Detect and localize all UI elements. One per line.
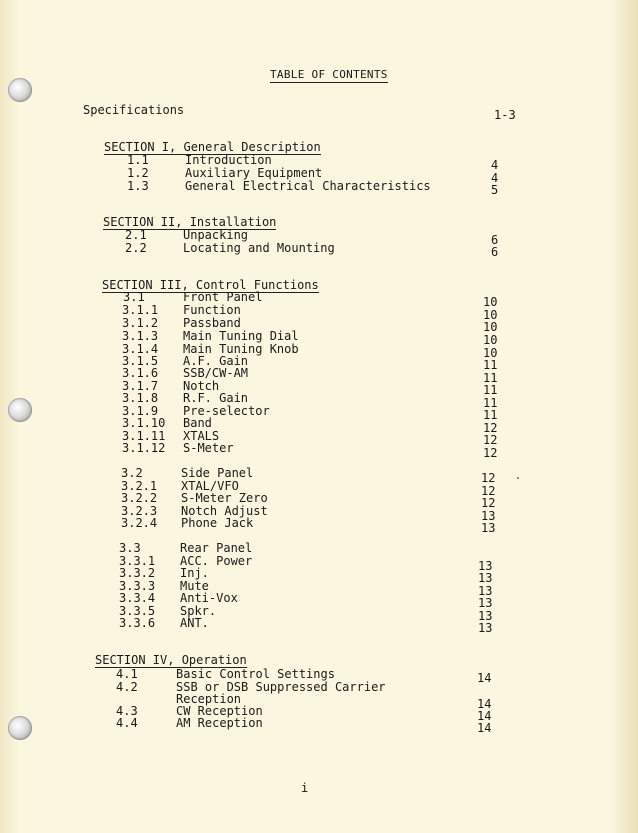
entry-number: 4.3 — [116, 704, 138, 718]
entry-page: 12 — [483, 433, 498, 447]
entry-label: Band — [183, 416, 212, 430]
entry-label: SSB or DSB Suppressed Carrier — [176, 680, 386, 694]
section-heading: SECTION III, Control Functions — [102, 278, 319, 292]
entry-number: 3.1.9 — [122, 404, 159, 418]
entry-number: 3.3.4 — [119, 591, 156, 605]
entry-page: 13 — [478, 571, 493, 585]
entry-number: 1.3 — [127, 179, 149, 193]
entry-label: Side Panel — [181, 466, 254, 480]
entry-number: 3.3.2 — [119, 566, 156, 580]
entry-number: 3.2.2 — [121, 491, 158, 505]
entry-label: ANT. — [180, 616, 209, 630]
entry-number: 3.1.12 — [122, 441, 166, 455]
entry-number: 2.2 — [125, 241, 147, 255]
speck — [517, 477, 519, 479]
entry-label: Unpacking — [183, 228, 249, 242]
entry-label: Rear Panel — [180, 541, 253, 555]
specifications-page: 1-3 — [494, 108, 516, 122]
entry-page: 12 — [483, 446, 498, 460]
entry-page: 12 — [481, 471, 496, 485]
entry-page: 11 — [483, 408, 498, 422]
entry-page: 10 — [483, 295, 498, 309]
entry-label: Locating and Mounting — [183, 241, 335, 255]
entry-label: Main Tuning Dial — [183, 329, 299, 343]
binder-hole — [8, 716, 32, 740]
entry-number: 3.1.8 — [122, 391, 159, 405]
entry-page: 14 — [477, 697, 492, 711]
entry-number: 3.1.5 — [122, 354, 159, 368]
entry-page: 14 — [477, 709, 492, 723]
entry-page: 12 — [483, 421, 498, 435]
entry-page: 11 — [483, 383, 498, 397]
entry-label: ACC. Power — [180, 554, 253, 568]
entry-number: 3.1.6 — [122, 366, 159, 380]
entry-page: 13 — [478, 609, 493, 623]
entry-number: 3.2 — [121, 466, 143, 480]
entry-page: 4 — [491, 158, 499, 172]
entry-number: 3.3.1 — [119, 554, 156, 568]
page-title: TABLE OF CONTENTS — [270, 68, 388, 81]
entry-label: Main Tuning Knob — [183, 342, 299, 356]
entry-label: S-Meter Zero — [181, 491, 268, 505]
entry-label: Pre-selector — [183, 404, 270, 418]
entry-number: 4.4 — [116, 716, 138, 730]
entry-page: 10 — [483, 308, 498, 322]
entry-page: 10 — [483, 320, 498, 334]
entry-number: 3.1.7 — [122, 379, 159, 393]
entry-page: 10 — [483, 346, 498, 360]
entry-label: Function — [183, 303, 241, 317]
entry-number: 3.1.1 — [122, 303, 159, 317]
entry-label: Anti-Vox — [180, 591, 238, 605]
page-number: i — [301, 781, 309, 795]
entry-label: Auxiliary Equipment — [185, 166, 323, 180]
entry-page: 14 — [477, 671, 492, 685]
binder-hole — [8, 78, 32, 102]
entry-number: 3.3.5 — [119, 604, 156, 618]
entry-page: 11 — [483, 371, 498, 385]
entry-page: 10 — [483, 333, 498, 347]
specifications-label: Specifications — [83, 103, 185, 117]
entry-page: 13 — [478, 584, 493, 598]
entry-label: A.F. Gain — [183, 354, 249, 368]
entry-page: 13 — [478, 559, 493, 573]
entry-number: 4.2 — [116, 680, 138, 694]
entry-number: 3.2.1 — [121, 479, 158, 493]
entry-label: Front Panel — [183, 290, 263, 304]
entry-page: 12 — [481, 496, 496, 510]
entry-label: AM Reception — [176, 716, 263, 730]
entry-number: 3.2.3 — [121, 504, 158, 518]
entry-number: 2.1 — [125, 228, 147, 242]
entry-label: XTAL/VFO — [181, 479, 239, 493]
entry-number: 1.1 — [127, 153, 149, 167]
entry-number: 4.1 — [116, 667, 138, 681]
entry-page: 5 — [491, 183, 499, 197]
entry-label: Passband — [183, 316, 241, 330]
entry-label: Phone Jack — [181, 516, 254, 530]
entry-number: 1.2 — [127, 166, 149, 180]
entry-label: S-Meter — [183, 441, 234, 455]
entry-page: 13 — [478, 596, 493, 610]
entry-number: 3.3.6 — [119, 616, 156, 630]
entry-number: 3.2.4 — [121, 516, 158, 530]
entry-number: 3.1 — [123, 290, 145, 304]
entry-label: Spkr. — [180, 604, 217, 618]
entry-number: 3.1.10 — [122, 416, 166, 430]
entry-label: Mute — [180, 579, 209, 593]
entry-page: 4 — [491, 171, 499, 185]
entry-page: 11 — [483, 396, 498, 410]
entry-number: 3.3 — [119, 541, 141, 555]
section-heading: SECTION II, Installation — [103, 215, 277, 229]
entry-label: SSB/CW-AM — [183, 366, 249, 380]
entry-label: Inj. — [180, 566, 209, 580]
entry-number: 3.1.3 — [122, 329, 159, 343]
entry-page: 14 — [477, 721, 492, 735]
entry-page: 6 — [491, 233, 499, 247]
binder-hole — [8, 398, 32, 422]
entry-label: R.F. Gain — [183, 391, 249, 405]
entry-page: 13 — [481, 521, 496, 535]
entry-label: XTALS — [183, 429, 220, 443]
entry-label: Reception — [176, 692, 242, 706]
entry-number: 3.1.11 — [122, 429, 166, 443]
entry-label: Introduction — [185, 153, 272, 167]
entry-label: Notch Adjust — [181, 504, 268, 518]
entry-page: 13 — [478, 621, 493, 635]
entry-number: 3.1.4 — [122, 342, 159, 356]
entry-page: 6 — [491, 245, 499, 259]
entry-label: Notch — [183, 379, 220, 393]
entry-label: Basic Control Settings — [176, 667, 335, 681]
section-heading: SECTION IV, Operation — [95, 653, 247, 667]
section-heading: SECTION I, General Description — [104, 140, 321, 154]
entry-label: General Electrical Characteristics — [185, 179, 431, 193]
entry-page: 13 — [481, 509, 496, 523]
entry-page: 12 — [481, 484, 496, 498]
entry-label: CW Reception — [176, 704, 263, 718]
entry-number: 3.3.3 — [119, 579, 156, 593]
entry-number: 3.1.2 — [122, 316, 159, 330]
entry-page: 11 — [483, 358, 498, 372]
